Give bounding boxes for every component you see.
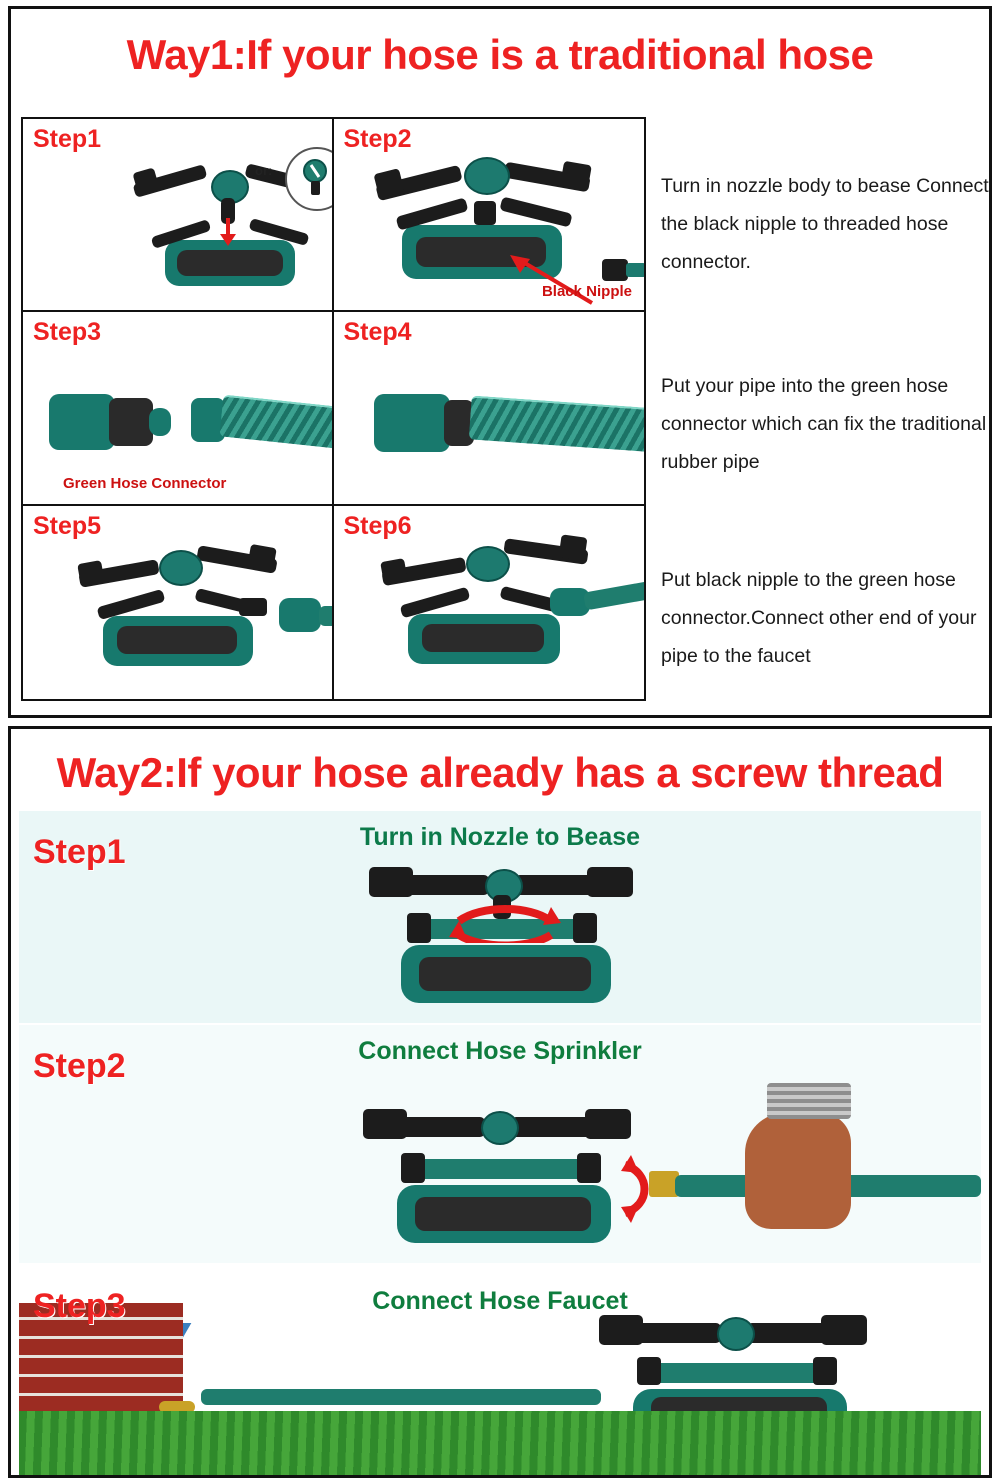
way1-step-cell-1: [23, 119, 334, 312]
sprinkler-illustration-step6: [382, 524, 592, 674]
way1-panel: [8, 6, 992, 718]
way2-row-3: [19, 1265, 981, 1475]
way2-title: Way2:If your hose already has a screw thread: [56, 749, 944, 796]
sprinkler-illustration-way2-step2: [349, 1079, 649, 1255]
step-label: Step3: [33, 1287, 126, 1325]
faucet-hose: [201, 1389, 601, 1405]
way1-step-cell-2: [334, 119, 645, 312]
step-label: Step5: [33, 511, 102, 540]
way1-step-cell-4: [334, 312, 645, 505]
sprinkler-illustration-step5: [79, 528, 279, 674]
red-arrow-icon: [215, 216, 241, 248]
step-label: Step2: [343, 125, 412, 153]
step-label: Step4: [343, 318, 412, 347]
way1-step-grid: [21, 117, 646, 701]
sleeve-illustration: [767, 1083, 851, 1119]
step-label: Step1: [33, 833, 126, 871]
way1-step-cell-6: [334, 506, 645, 699]
way2-heading-3: Connect Hose Faucet: [372, 1287, 628, 1315]
way2-row-1: [19, 811, 981, 1023]
way1-step-cell-5: [23, 506, 334, 699]
caption-black-nipple: Black Nipple: [541, 283, 632, 301]
way2-row-2: [19, 1025, 981, 1263]
grass-foreground: [19, 1411, 981, 1475]
attached-hose: [583, 579, 644, 610]
sprinkler-illustration-way2-step1: [349, 849, 649, 1017]
black-nipple-part: [602, 259, 628, 281]
way2-panel: [8, 726, 992, 1478]
hand-illustration: [745, 1113, 851, 1229]
red-arrow-icon: [496, 249, 596, 311]
rotation-arrow-icon: [447, 903, 563, 943]
way2-heading-1: Turn in Nozzle to Bease: [359, 823, 641, 851]
nozzle-icon: [291, 153, 334, 201]
step-label: Step3: [33, 318, 102, 347]
step-label: Step1: [33, 125, 102, 153]
way1-step-cell-3: [23, 312, 334, 505]
step-label: Step2: [33, 1047, 126, 1085]
way1-note-3: Put black nipple to the green hose connector.Connect other end of your pipe to the faucet: [661, 569, 977, 667]
way1-title: Way1:If your hose is a traditional hose: [126, 31, 874, 78]
way1-note-1: Turn in nozzle body to bease Connect the black nipple to threaded hose connector.: [661, 175, 989, 273]
or-label: or:: [255, 163, 273, 178]
step-label: Step6: [343, 511, 412, 540]
green-nipple-tip: [626, 263, 645, 277]
caption-green-hose-connector: Green Hose Connector: [63, 474, 227, 492]
way1-note-2: Put your pipe into the green hose connector which can fix the traditional rubber pipe: [661, 375, 987, 473]
way2-heading-2: Connect Hose Sprinkler: [358, 1037, 642, 1065]
